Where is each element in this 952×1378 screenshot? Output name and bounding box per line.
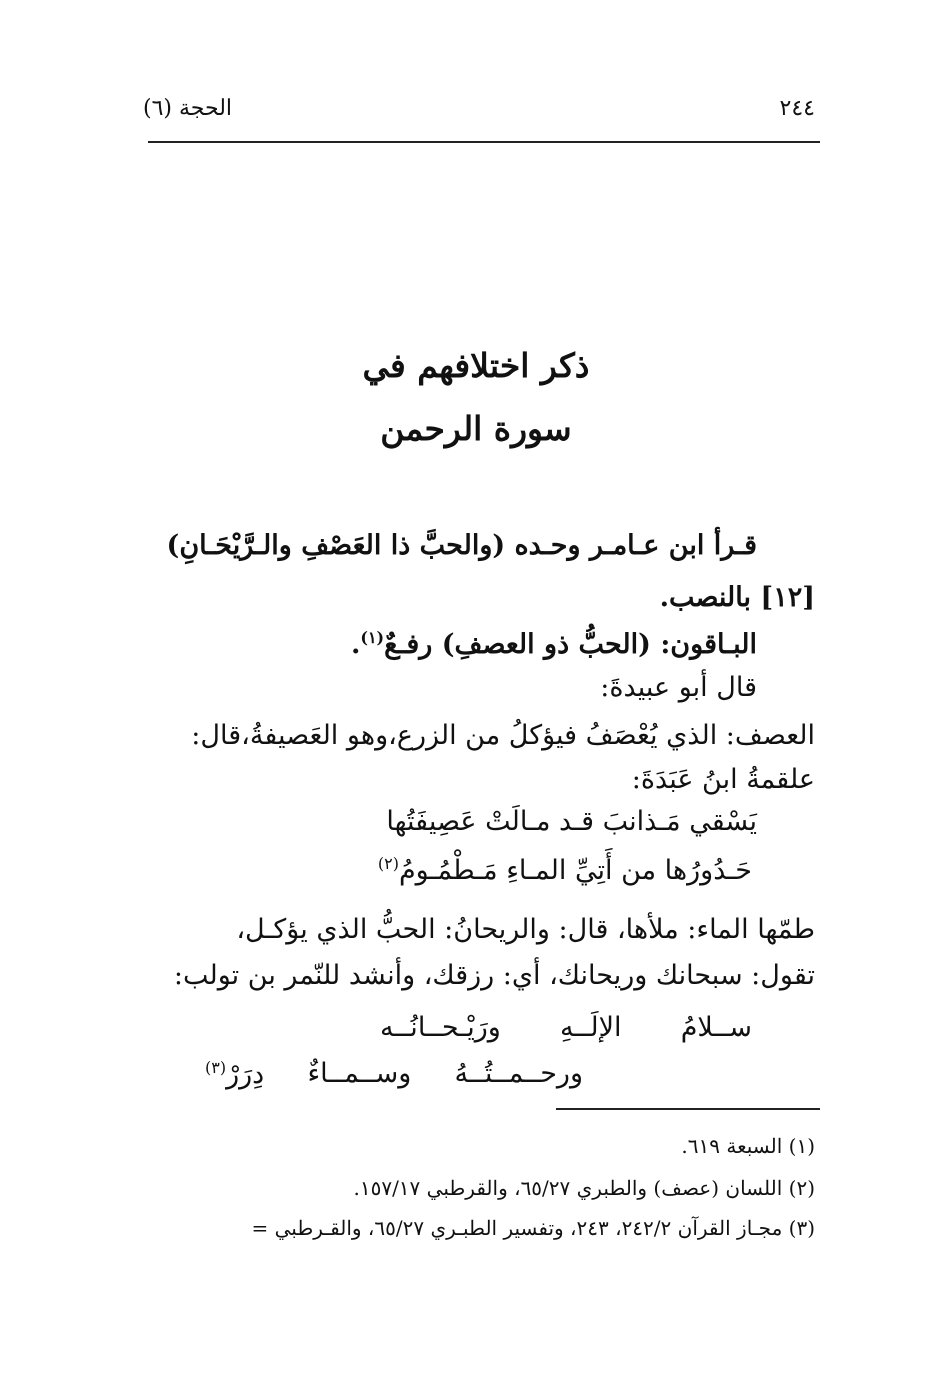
page-number: ٢٤٤: [779, 96, 815, 121]
body-line-1: قـرأ ابن عـامـر وحـده (والحبَّ ذا العَصْفِ والـرَّيْحَـانِ): [166, 530, 757, 561]
verse2-line1: [380, 1012, 752, 1043]
verse2-line1-word-3: ورَيْـحــانُــه: [380, 1012, 501, 1043]
footnote-1: (١) السبعة ٦١٩.: [681, 1134, 815, 1158]
body-line-3: [351, 628, 757, 660]
footnote-rule: [556, 1108, 820, 1110]
verse2-line2-word-1: ورحــمــتُــهُ: [454, 1058, 583, 1089]
body-line-7: طمّها الماء: ملأها، قال: والريحانُ: الحبُّ الذي يؤكـل،: [236, 914, 815, 945]
header-rule: [148, 141, 820, 143]
running-title: الحجة (٦): [143, 96, 233, 121]
verse1-line2: [378, 854, 752, 886]
footnote-ref-1: (١): [360, 628, 385, 647]
chapter-title-line1: ذكر اختلافهم في: [362, 346, 590, 385]
verse2-line2-word-2: وســمــاءٌ: [307, 1058, 412, 1089]
verse1-line1: يَسْقي مَـذانبَ قـد مـالَتْ عَصِيفَتُها: [386, 806, 757, 837]
footnote-ref-2: (٢): [377, 854, 399, 873]
body-line-4: قال أبو عبيدةَ:: [600, 672, 757, 703]
verse2-line2-word-3-text: دِرَرْ: [226, 1059, 265, 1090]
verse1-line2-text: حَـدُورُها من أَتِيِّ المـاءِ مَـطْمُـومُ: [398, 855, 752, 886]
verse2-line2-word-3: [205, 1058, 264, 1090]
verse2-line2: [205, 1058, 583, 1090]
chapter-title-line2: سورة الرحمن: [380, 409, 572, 448]
body-line-3-text: البـاقون: (الحبُّ ذو العصفِ) رفـعٌ: [384, 629, 757, 660]
footnote-3: (٣) مجـاز القرآن ٢٤٢/٢، ٢٤٣، وتفسير الطبـري ٦٥/٢٧، والقـرطبي =: [251, 1216, 815, 1240]
footnote-2: (٢) اللسان (عصف) والطبري ٦٥/٢٧، والقرطبي ١٥٧/١٧.: [353, 1176, 815, 1200]
footnote-ref-3: (٣): [205, 1058, 227, 1077]
verse2-line1-word-1: ســلامُ: [680, 1012, 752, 1043]
body-line-8: تقول: سبحانك وريحانك، أي: رزقك، وأنشد للنّمر بن تولب:: [173, 960, 815, 991]
body-line-3-end: .: [350, 629, 361, 660]
body-line-6: علقمةُ ابنُ عَبَدَةَ:: [631, 764, 815, 795]
body-line-5: العصف: الذي يُعْصَفُ فيؤكلُ من الزرع،وهو العَصيفةُ،قال:: [191, 720, 815, 751]
body-line-2: [١٢] بالنصب.: [659, 582, 815, 613]
verse2-line1-word-2: الإلَــهِ: [560, 1012, 622, 1043]
